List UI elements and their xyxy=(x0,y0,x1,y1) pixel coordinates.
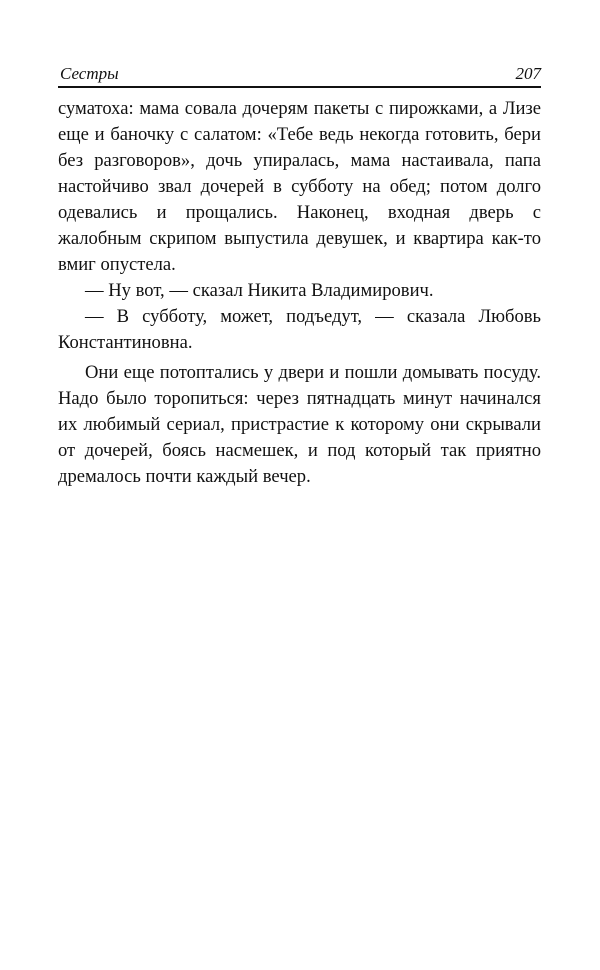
paragraph-continuation: суматоха: мама совала дочерям пакеты с пирожками, а Лизе еще и баночку с салатом: «Тебе ведь некогда готовить, бери без разговоров», дочь упиралась, мама настаивала, папа настойчиво звал дочерей в субботу на обед; потом долго одевались и прощались. Наконец, входная дверь с жалобным скрипом выпустила девушек, и квартира как-то вмиг опустела. xyxy=(58,98,541,275)
body-text xyxy=(58,96,541,490)
dialogue-line-lyubov: — В субботу, может, подъедут, — сказала Любовь Константиновна. xyxy=(58,306,541,353)
paragraph-closing: Они еще потоптались у двери и пошли домывать посуду. Надо было торопиться: через пятнадцать минут начинался их любимый сериал, пристрастие к которому они скрывали от дочерей, боясь насмешек, и под который так приятно дремалось почти каждый вечер. xyxy=(58,362,541,487)
running-header xyxy=(58,62,541,88)
dialogue-line-nikita: — Ну вот, — сказал Никита Владимирович. xyxy=(85,280,434,301)
book-page xyxy=(58,62,541,490)
page-number: 207 xyxy=(515,64,541,83)
running-title: Сестры xyxy=(60,64,119,83)
